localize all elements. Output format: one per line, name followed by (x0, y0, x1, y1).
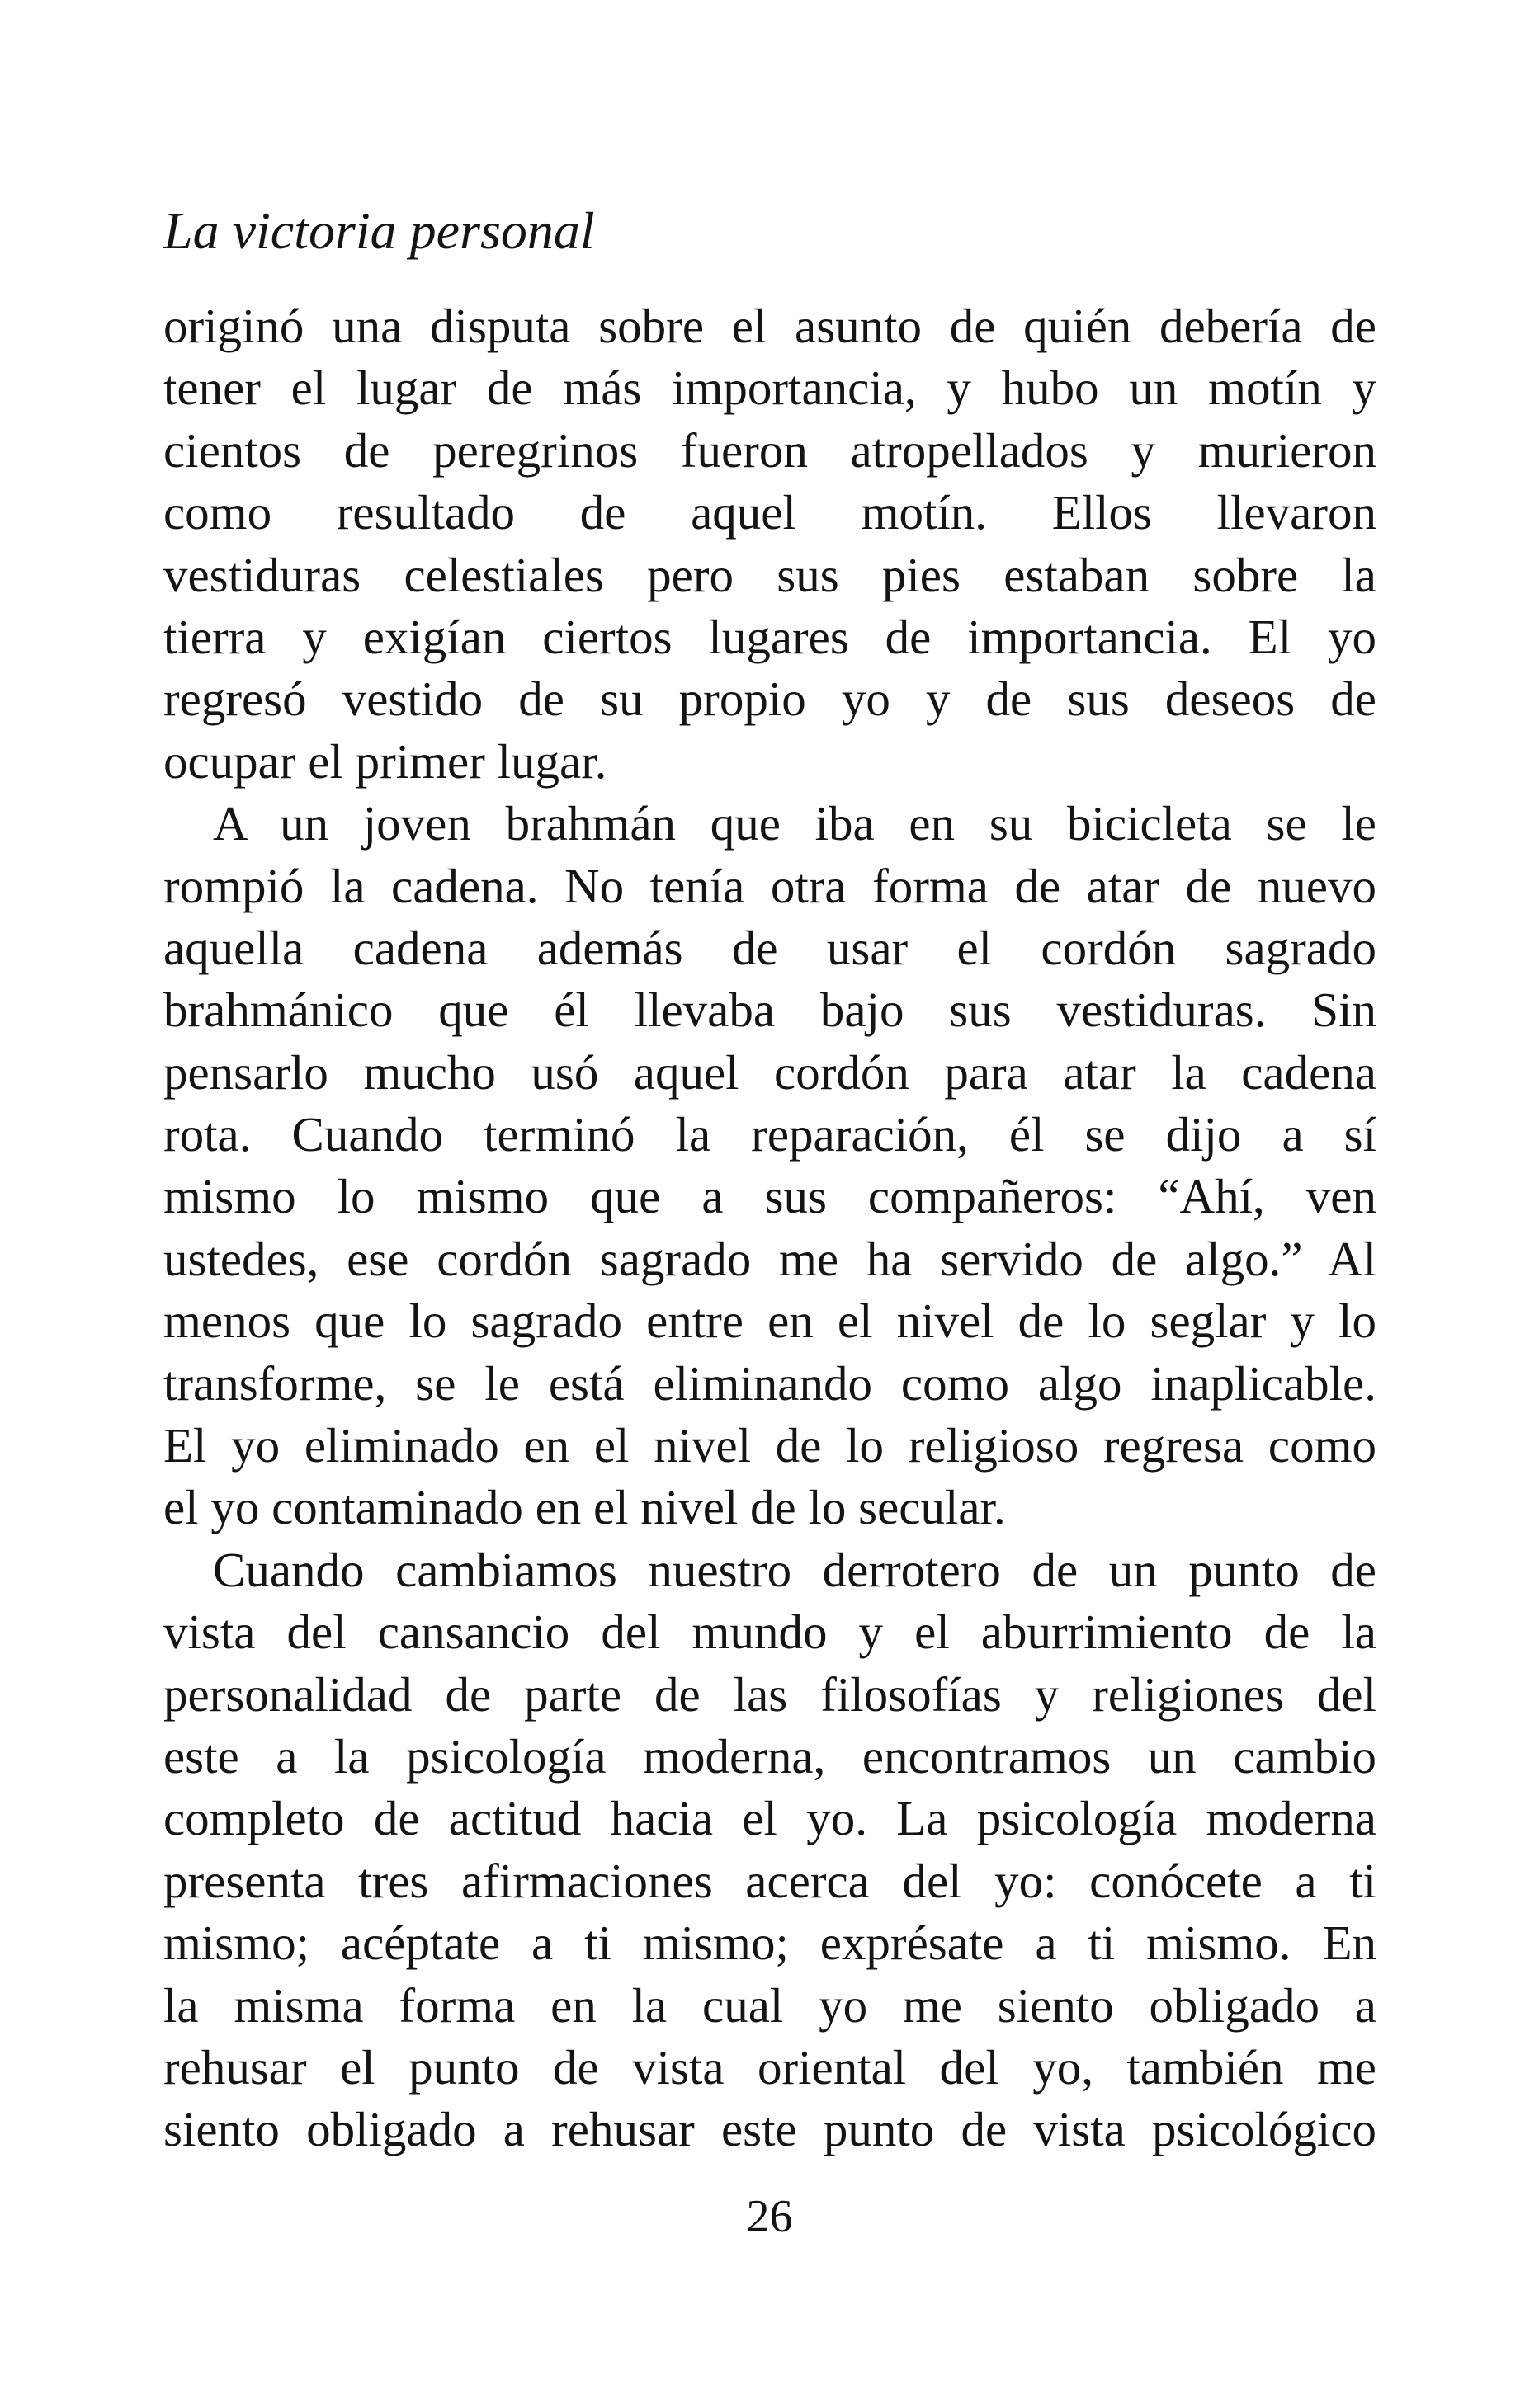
text-line: personalidad de parte de las filosofías y religiones del (163, 1666, 1376, 1722)
text-line: rehusar el punto de vista oriental del yo, también me (163, 2039, 1376, 2095)
text-line: completo de actitud hacia el yo. La psicología moderna (163, 1791, 1376, 1846)
text-line: El yo eliminado en el nivel de lo religioso regresa como (163, 1418, 1376, 1473)
text-line: la misma forma en la cual yo me siento obligado a (163, 1977, 1376, 2033)
running-head: La victoria personal (163, 201, 595, 260)
text-line: rota. Cuando terminó la reparación, él se dijo a sí (163, 1107, 1376, 1162)
text-line: pensarlo mucho usó aquel cordón para atar la cadena (163, 1044, 1376, 1100)
text-line: Cuando cambiamos nuestro derrotero de un punto de (213, 1542, 1376, 1597)
text-line: menos que lo sagrado entre en el nivel de lo seglar y lo (163, 1294, 1376, 1349)
text-line: siento obligado a rehusar este punto de vista psicológico (163, 2102, 1376, 2157)
text-line: regresó vestido de su propio yo y de sus deseos de (163, 672, 1376, 727)
text-line: cientos de peregrinos fueron atropellados y murieron (163, 422, 1376, 478)
text-line: tener el lugar de más importancia, y hubo un motín y (163, 360, 1376, 416)
paragraph (163, 793, 1376, 1539)
text-line: tierra y exigían ciertos lugares de importancia. El yo (163, 609, 1376, 664)
paragraph (163, 295, 1376, 793)
text-line: vestiduras celestiales pero sus pies estaban sobre la (163, 547, 1376, 602)
text-line: mismo lo mismo que a sus compañeros: “Ahí, ven (163, 1169, 1376, 1224)
text-line: aquella cadena además de usar el cordón sagrado (163, 920, 1376, 975)
body-text (163, 295, 1376, 2161)
text-line: vista del cansancio del mundo y el aburrimiento de la (163, 1605, 1376, 1660)
text-line: originó una disputa sobre el asunto de quién debería de (163, 299, 1376, 353)
paragraph (163, 1539, 1376, 2161)
text-line: brahmánico que él llevaba bajo sus vestiduras. Sin (163, 983, 1376, 1038)
text-line: el yo contaminado en el nivel de lo secular. (163, 1480, 1006, 1535)
text-line: mismo; acéptate a ti mismo; exprésate a ti mismo. En (163, 1916, 1376, 1971)
text-line: presenta tres afirmaciones acerca del yo: conócete a ti (163, 1853, 1376, 1908)
text-line: ocupar el primer lugar. (163, 733, 607, 789)
text-line: rompió la cadena. No tenía otra forma de atar de nuevo (163, 858, 1376, 913)
text-line: transforme, se le está eliminando como algo inaplicable. (163, 1355, 1376, 1411)
text-line: ustedes, ese cordón sagrado me ha servido de algo.” Al (163, 1231, 1376, 1286)
page-number: 26 (746, 2191, 793, 2242)
text-line: A un joven brahmán que iba en su bicicleta se le (213, 796, 1376, 851)
text-line: este a la psicología moderna, encontramos un cambio (163, 1728, 1376, 1784)
text-line: como resultado de aquel motín. Ellos llevaron (163, 485, 1376, 540)
